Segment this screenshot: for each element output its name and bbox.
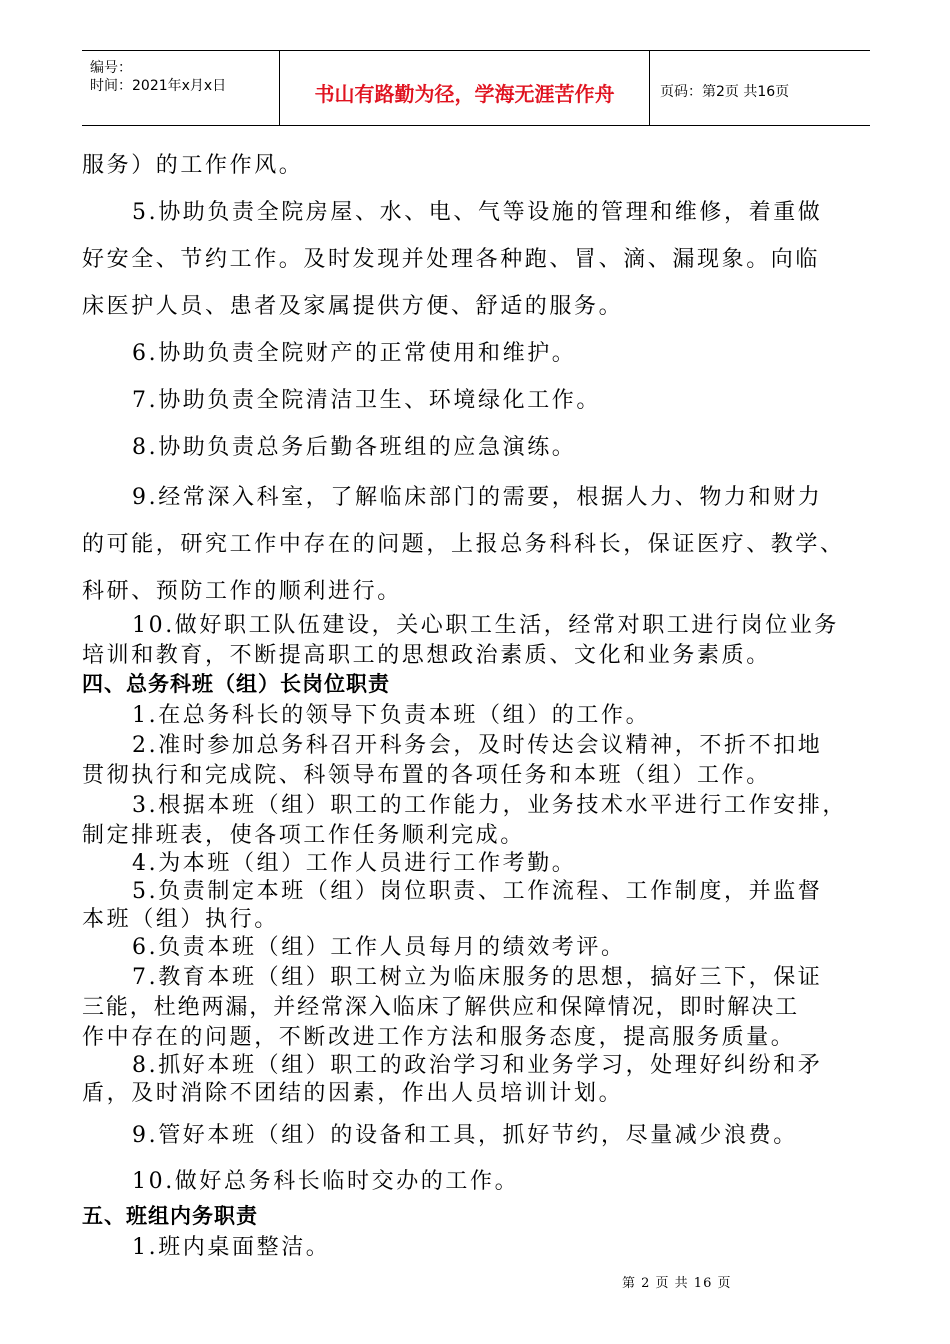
text-line: 7.协助负责全院清洁卫生、环境绿化工作。	[132, 388, 601, 413]
document-time-label: 时间：2021年x月x日	[90, 78, 227, 94]
page-header	[82, 50, 870, 126]
text-line: 服务）的工作作风。	[82, 153, 304, 178]
text-line: 三能，杜绝两漏，并经常深入临床了解供应和保障情况，即时解决工	[82, 995, 800, 1020]
text-line: 作中存在的问题，不断改进工作方法和服务态度，提高服务质量。	[82, 1025, 796, 1050]
text-line: 8.协助负责总务后勤各班组的应急演练。	[132, 435, 577, 460]
text-line: 3.根据本班（组）职工的工作能力，业务技术水平进行工作安排，	[132, 793, 847, 818]
text-line: 10.做好总务科长临时交办的工作。	[132, 1169, 520, 1194]
text-line: 1.班内桌面整洁。	[132, 1235, 331, 1260]
text-line: 9.经常深入科室，了解临床部门的需要，根据人力、物力和财力	[132, 485, 823, 510]
text-line: 好安全、节约工作。及时发现并处理各种跑、冒、滴、漏现象。向临	[82, 247, 821, 272]
text-line: 10.做好职工队伍建设，关心职工生活，经常对职工进行岗位业务	[132, 613, 839, 638]
text-line: 1.在总务科长的领导下负责本班（组）的工作。	[132, 703, 651, 728]
text-line: 8.抓好本班（组）职工的政治学习和业务学习，处理好纠纷和矛	[132, 1053, 823, 1078]
text-line: 盾，及时消除不团结的因素，作出人员培训计划。	[82, 1081, 624, 1106]
text-line: 本班（组）执行。	[82, 907, 279, 932]
section-heading: 五、班组内务职责	[82, 1204, 258, 1228]
text-line: 床医护人员、患者及家属提供方便、舒适的服务。	[82, 294, 624, 319]
text-line: 7.教育本班（组）职工树立为临床服务的思想，搞好三下，保证	[132, 965, 823, 990]
text-line: 6.负责本班（组）工作人员每月的绩效考评。	[132, 935, 626, 960]
page-footer: 第 2 页 共 16 页	[622, 1276, 732, 1291]
text-line: 5.负责制定本班（组）岗位职责、工作流程、工作制度，并监督	[132, 879, 823, 904]
header-page-number: 页码：第2页 共16页	[660, 84, 790, 100]
text-line: 2.准时参加总务科召开科务会，及时传达会议精神，不折不扣地	[132, 733, 823, 758]
text-line: 5.协助负责全院房屋、水、电、气等设施的管理和维修，着重做	[132, 200, 823, 225]
document-number-label: 编号：	[90, 60, 132, 76]
text-line: 9.管好本班（组）的设备和工具，抓好节约，尽量减少浪费。	[132, 1123, 798, 1148]
section-heading: 四、总务科班（组）长岗位职责	[82, 672, 390, 696]
text-line: 6.协助负责全院财产的正常使用和维护。	[132, 341, 577, 366]
header-meta	[82, 51, 280, 125]
text-line: 4.为本班（组）工作人员进行工作考勤。	[132, 851, 577, 876]
text-line: 培训和教育，不断提高职工的思想政治素质、文化和业务素质。	[82, 643, 771, 668]
header-motto: 书山有路勤为径，学海无涯苦作舟	[280, 51, 650, 125]
text-line: 制定排班表，使各项工作任务顺利完成。	[82, 823, 525, 848]
text-line: 贯彻执行和完成院、科领导布置的各项任务和本班（组）工作。	[82, 763, 771, 788]
text-line: 的可能，研究工作中存在的问题，上报总务科科长，保证医疗、教学、	[82, 532, 845, 557]
text-line: 科研、预防工作的顺利进行。	[82, 579, 402, 604]
